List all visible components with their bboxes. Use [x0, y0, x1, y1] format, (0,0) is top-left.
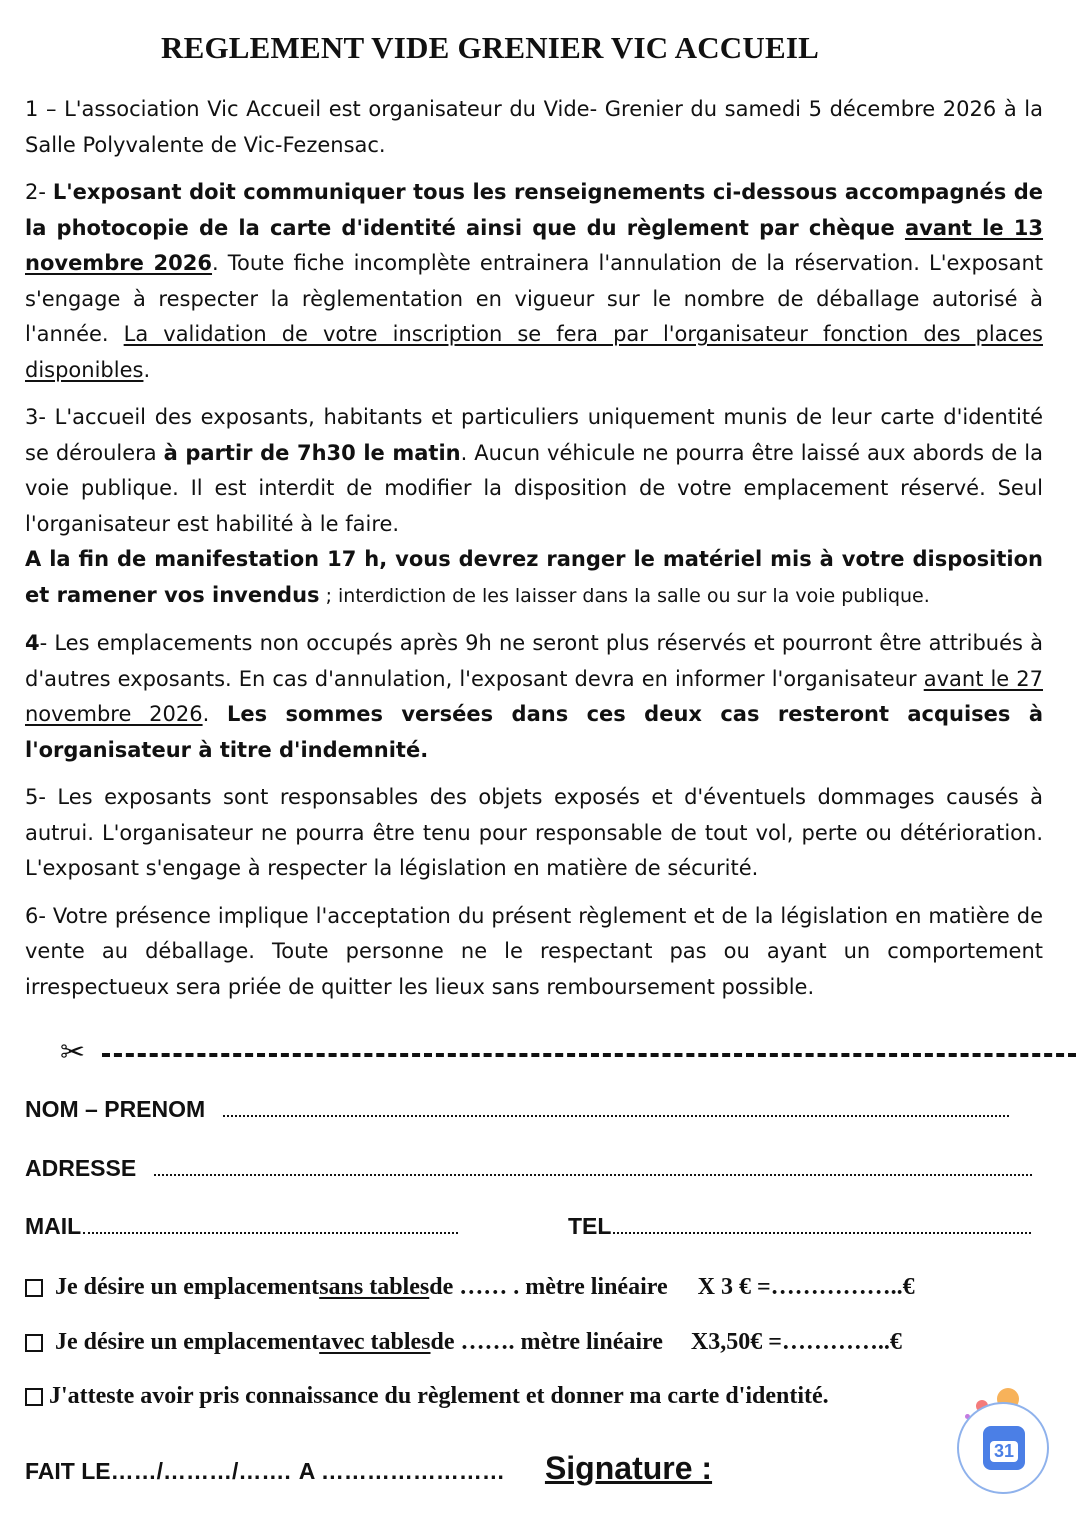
option-2-length: de ……. mètre linéaire	[430, 1329, 663, 1355]
dashed-separator	[102, 1053, 1076, 1057]
mail-field[interactable]	[25, 1213, 458, 1240]
rule-2-text: . Toute fiche incomplète entrainera l'annulation de la réservation. L'exposant s'engage à respecter la règlementation en vigueur sur le nombre de déballage autorisé à l'année.	[25, 251, 1043, 346]
option-with-tables[interactable]	[25, 1329, 902, 1356]
rule-4-number: 4	[25, 631, 40, 655]
tel-field[interactable]	[568, 1213, 1031, 1240]
rule-4-text: - Les emplacements non occupés après 9h ne seront plus réservés et pourront être attribués à d'autres exposants. En cas d'annulation, l'exposant devra en informer l'organisateur	[25, 631, 1043, 691]
rule-2-number: 2-	[25, 180, 53, 204]
scissors-icon: ✂	[60, 1035, 86, 1070]
signature-label: Signature :	[544, 1450, 713, 1486]
rule-4	[25, 626, 1043, 768]
rule-4-sep: .	[202, 702, 228, 726]
attestation-text: J'atteste avoir pris connaissance du règlement et donner ma carte d'identité.	[49, 1383, 829, 1409]
rule-3-text-2: . Aucun véhicule ne pourra être laissé aux abords de la voie publique. Il est interdit de modifier la disposition de votre emplacement réservé. Seul l'organisateur est habilité à le faire.	[25, 440, 1043, 536]
address-field[interactable]	[25, 1155, 1032, 1182]
rule-3-time: à partir de 7h30 le matin	[163, 440, 461, 465]
option-attestation[interactable]	[25, 1383, 829, 1410]
date-label: FAIT LE……/………/…….	[25, 1458, 291, 1484]
name-label: NOM – PRENOM	[25, 1096, 206, 1122]
rule-2-bold: L'exposant doit communiquer tous les renseignements ci-dessous accompagnés de la photocopie de la carte d'identité ainsi que du règlement par chèque	[25, 180, 1043, 240]
name-input-line[interactable]	[223, 1115, 1009, 1117]
option-2-price: X3,50€ =…………..€	[690, 1329, 902, 1355]
rule-5: 5- Les exposants sont responsables des objets exposés et d'éventuels dommages causés à autrui. L'organisateur ne pourra être tenu pour responsable de tout vol, perte ou détérioration. L'exposant s'engage à respecter la législation en matière de sécurité.	[25, 785, 1043, 880]
mail-input-line[interactable]	[83, 1232, 458, 1234]
option-1-length: de …… . mètre linéaire	[429, 1274, 668, 1300]
mail-label: MAIL	[25, 1213, 82, 1239]
option-without-tables[interactable]	[25, 1274, 915, 1301]
address-input-line[interactable]	[154, 1174, 1032, 1176]
checkbox-with-tables[interactable]	[25, 1334, 43, 1352]
option-2-emphasis: avec tables	[319, 1329, 431, 1355]
rule-2-validation: La validation de votre inscription se fera par l'organisateur fonction des places disponibles	[25, 322, 1043, 382]
tel-label: TEL	[568, 1213, 612, 1239]
rule-2	[25, 175, 1043, 388]
rule-3-text: 3- L'accueil des exposants, habitants et particuliers uniquement munis de leur carte d'identité se déroulera	[25, 405, 1043, 465]
rule-1: 1 – L'association Vic Accueil est organisateur du Vide- Grenier du samedi 5 décembre 2026 à la Salle Polyvalente de Vic-Fezensac.	[25, 97, 1043, 157]
date-place-field[interactable]	[25, 1450, 712, 1487]
option-2-text: Je désire un emplacement	[55, 1329, 320, 1355]
document-title: REGLEMENT VIDE GRENIER VIC ACCUEIL	[161, 30, 819, 65]
rule-2-deadline: avant le 13 novembre 2026	[25, 215, 1044, 275]
rules-section	[25, 92, 1043, 1017]
rule-2-end: .	[143, 357, 151, 382]
rule-4-bold: Les sommes versées dans ces deux cas resteront acquises à l'organisateur à titre d'indemnité.	[25, 702, 1043, 762]
rule-6: 6- Votre présence implique l'acceptation du présent règlement et de la législation en matière de vente au déballage. Toute personne ne le respectant pas ou ayant un comportement irrespectueux sera priée de quitter les lieux sans remboursement possible.	[25, 903, 1043, 999]
place-label: A ……………………	[298, 1458, 505, 1484]
checkbox-without-tables[interactable]	[25, 1279, 43, 1297]
cut-line	[60, 1036, 1076, 1070]
tel-input-line[interactable]	[613, 1232, 1031, 1234]
calendar-day: 31	[990, 1441, 1018, 1462]
rule-3	[25, 400, 1043, 614]
rule-4-deadline: avant le 27 novembre 2026	[25, 666, 1043, 726]
rule-3-end: ; interdiction de les laisser dans la salle ou sur la voie publique.	[319, 584, 930, 607]
calendar-icon	[983, 1426, 1025, 1470]
option-1-price: X 3 € =……………..€	[697, 1274, 915, 1300]
option-1-emphasis: sans tables	[319, 1274, 430, 1300]
rule-3-bold: A la fin de manifestation 17 h, vous devrez ranger le matériel mis à votre disposition et ramener vos invendus	[25, 547, 1043, 607]
calendar-app-button[interactable]	[957, 1402, 1049, 1494]
name-field[interactable]	[25, 1096, 1009, 1123]
checkbox-attestation[interactable]	[25, 1388, 43, 1406]
option-1-text: Je désire un emplacement	[55, 1274, 320, 1300]
address-label: ADRESSE	[25, 1155, 137, 1181]
